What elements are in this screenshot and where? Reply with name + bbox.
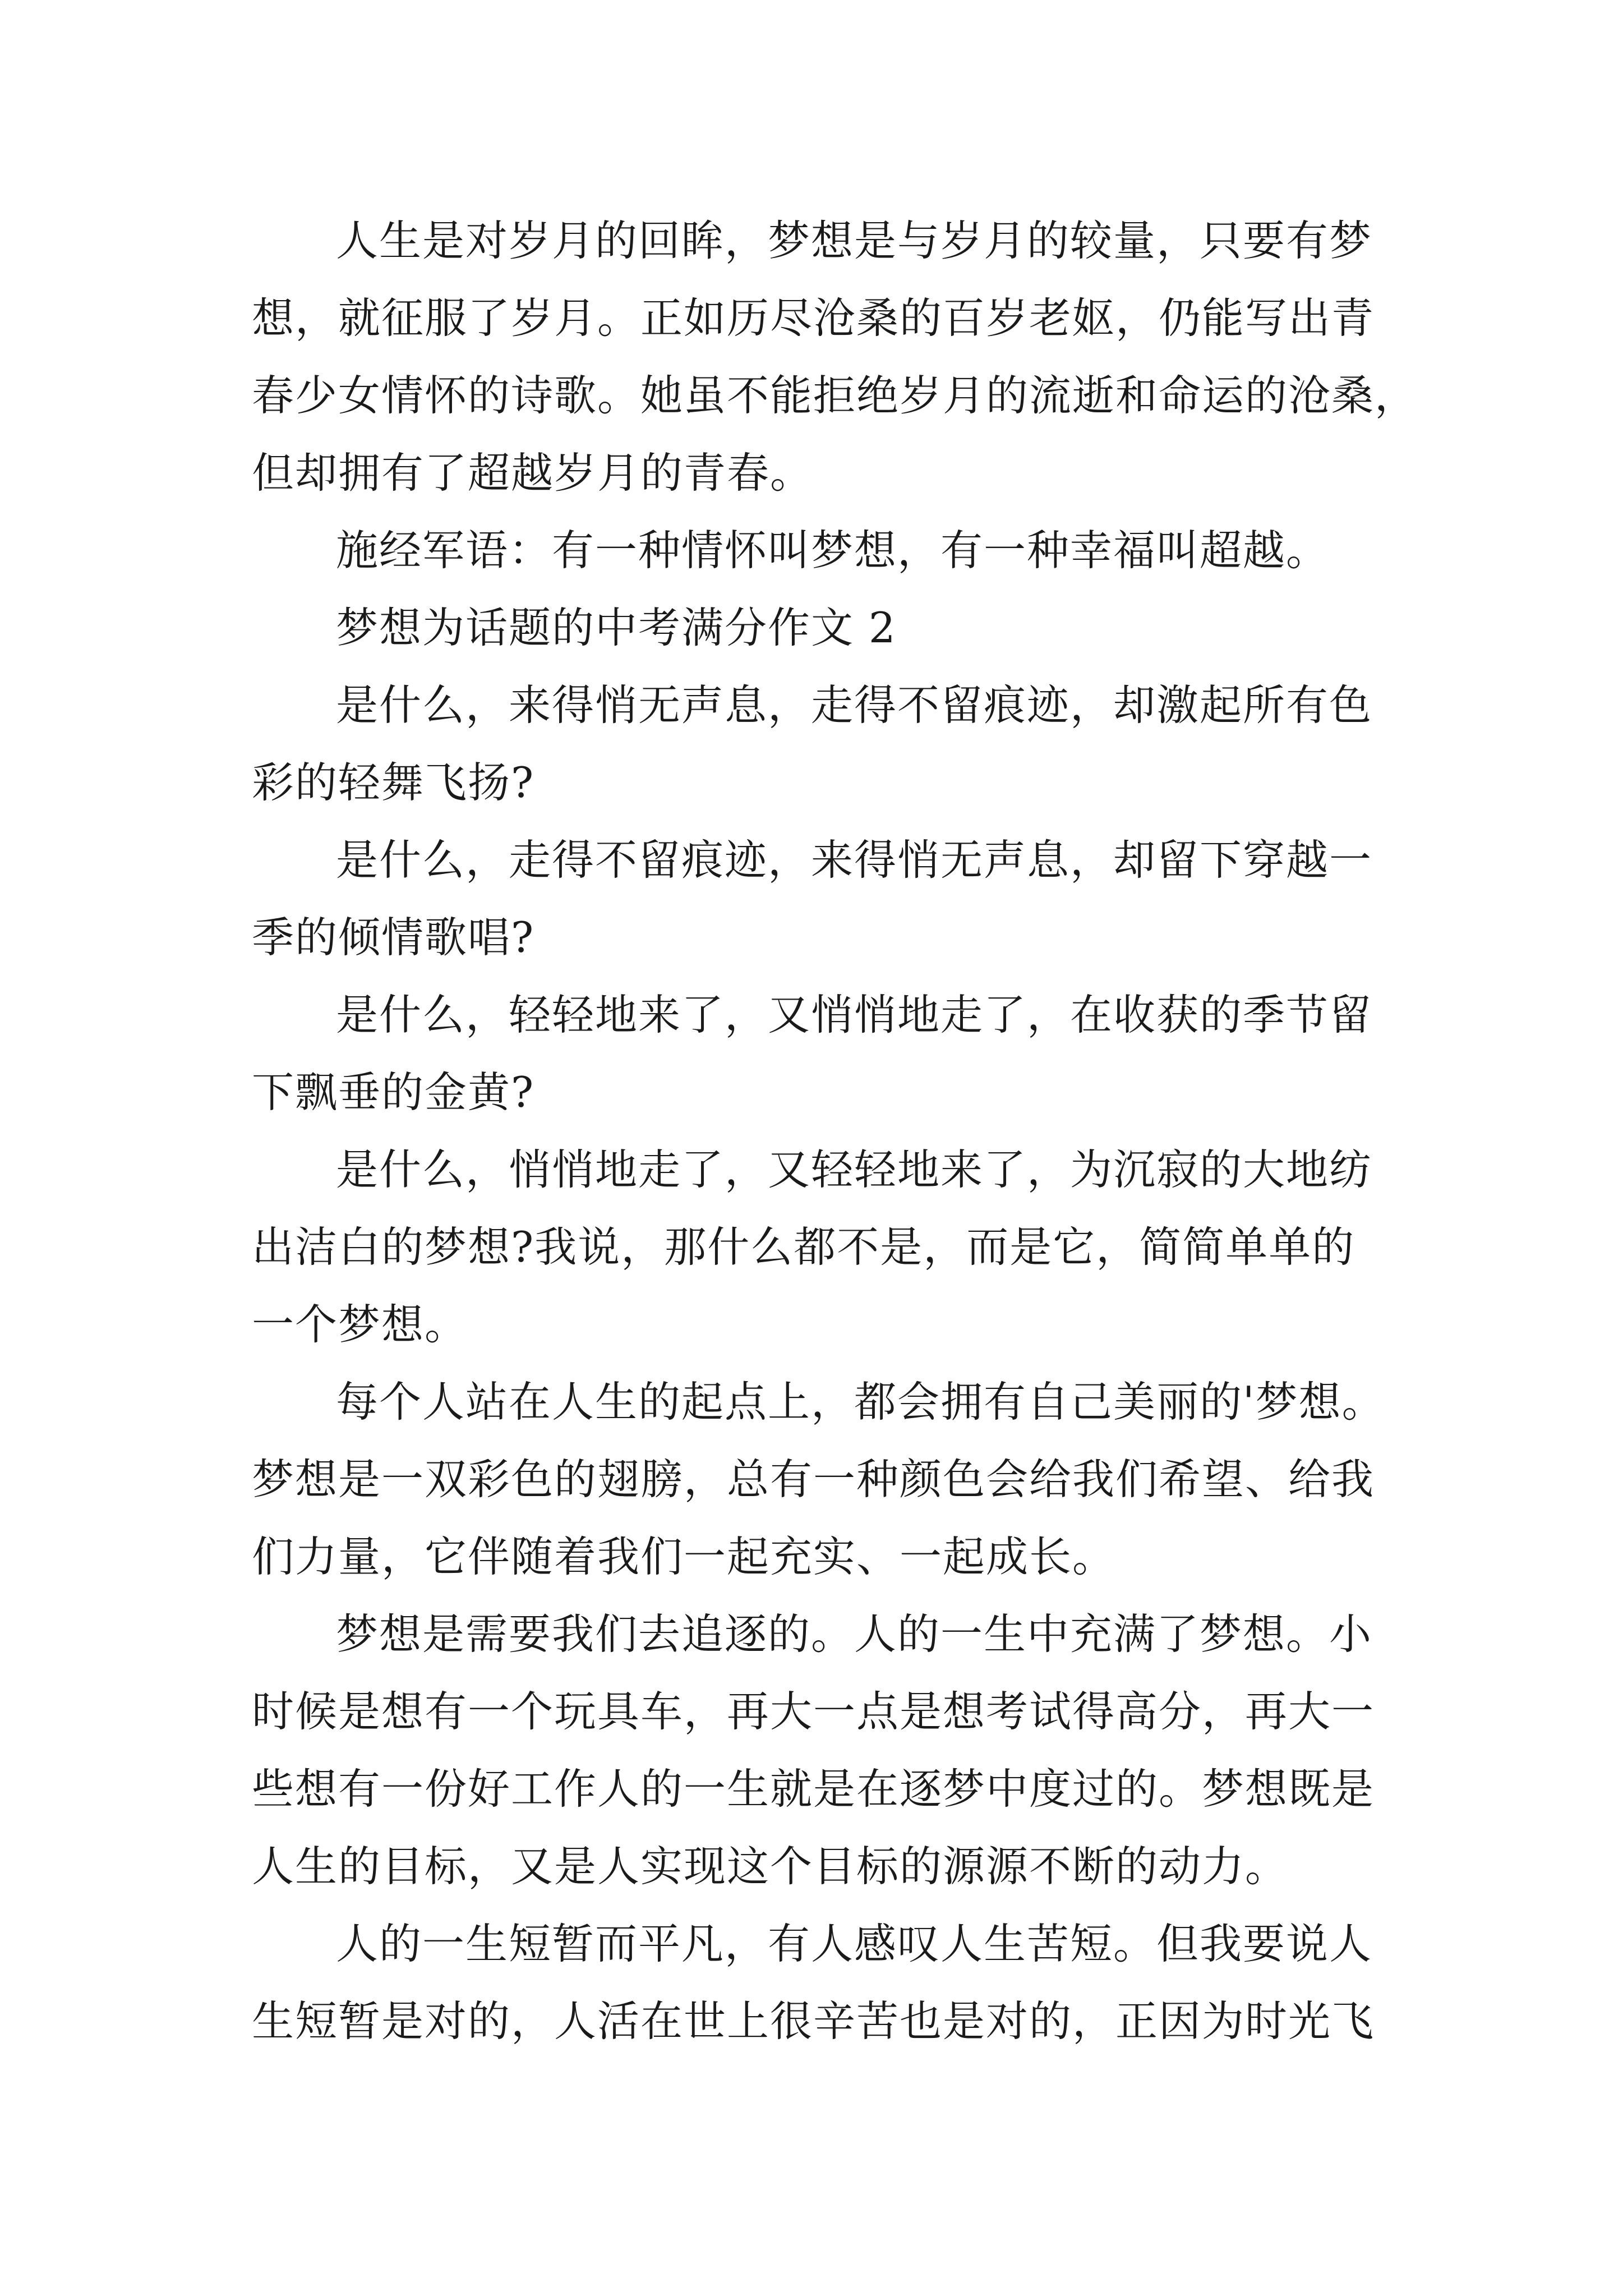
paragraph (252, 976, 1441, 1131)
paragraph (252, 202, 1441, 512)
text-line: 时候是想有一个玩具车，再大一点是想考试得高分，再大一 (252, 1687, 1375, 1736)
paragraph (252, 1595, 1441, 1905)
paragraph (252, 666, 1441, 821)
paragraph (252, 1905, 1441, 2060)
text-line: 生短暂是对的，人活在世上很辛苦也是对的，正因为时光飞 (252, 1996, 1375, 2046)
paragraph (252, 512, 1441, 589)
text-line: 人生的目标，又是人实现这个目标的源源不断的动力。 (252, 1842, 1289, 1891)
document-body (252, 202, 1441, 2060)
text-line: 梦想为话题的中考满分作文 2 (336, 603, 897, 652)
text-line: 一个梦想。 (252, 1300, 468, 1349)
text-line: 春少女情怀的诗歌。她虽不能拒绝岁月的流逝和命运的沧桑， (252, 371, 1418, 420)
text-line: 们力量，它伴随着我们一起充实、一起成长。 (252, 1532, 1116, 1581)
text-line: 人生是对岁月的回眸，梦想是与岁月的较量，只要有梦 (336, 216, 1373, 265)
section-heading (252, 589, 1441, 666)
text-line: 些想有一份好工作人的一生就是在逐梦中度过的。梦想既是 (252, 1764, 1375, 1814)
text-line: 出洁白的梦想?我说，那什么都不是，而是它，简简单单的 (252, 1222, 1355, 1272)
paragraph (252, 1131, 1441, 1363)
text-line: 是什么，轻轻地来了，又悄悄地走了，在收获的季节留 (336, 990, 1373, 1039)
paragraph (252, 821, 1441, 976)
text-line: 梦想是需要我们去追逐的。人的一生中充满了梦想。小 (336, 1609, 1373, 1659)
text-line: 是什么，来得悄无声息，走得不留痕迹，却激起所有色 (336, 680, 1373, 730)
text-line: 彩的轻舞飞扬? (252, 758, 535, 807)
text-line: 季的倾情歌唱? (252, 913, 535, 962)
text-line: 下飘垂的金黄? (252, 1068, 535, 1117)
text-line: 梦想是一双彩色的翅膀，总有一种颜色会给我们希望、给我 (252, 1455, 1375, 1504)
text-line: 人的一生短暂而平凡，有人感叹人生苦短。但我要说人 (336, 1919, 1373, 1968)
text-line: 每个人站在人生的起点上，都会拥有自己美丽的'梦想。 (336, 1377, 1385, 1427)
text-line: 想，就征服了岁月。正如历尽沧桑的百岁老妪，仍能写出青 (252, 293, 1375, 343)
text-line: 是什么，走得不留痕迹，来得悄无声息，却留下穿越一 (336, 835, 1373, 885)
paragraph (252, 1363, 1441, 1595)
text-line: 是什么，悄悄地走了，又轻轻地来了，为沉寂的大地纺 (336, 1145, 1373, 1194)
text-line: 施经军语：有一种情怀叫梦想，有一种幸福叫超越。 (336, 526, 1330, 575)
text-line: 但却拥有了超越岁月的青春。 (252, 448, 814, 498)
